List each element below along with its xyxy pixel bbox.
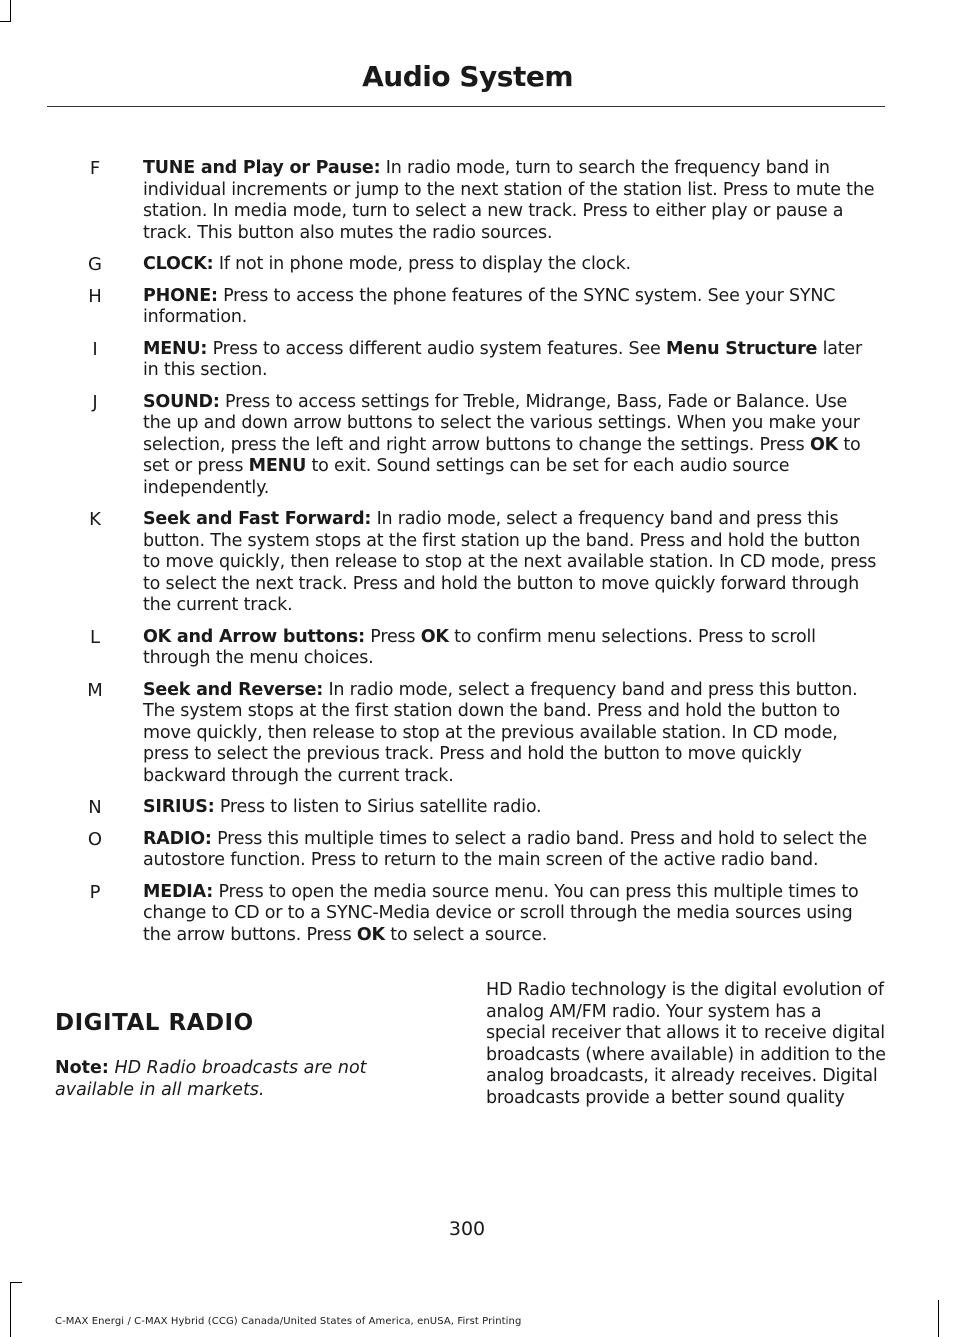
note: [55, 1058, 415, 1101]
item-text: to exit. Sound settings can be set for each audio source independently.: [143, 456, 790, 498]
hd-radio-description: HD Radio technology is the digital evolution of analog AM/FM radio. Your system has a special receiver that allows it to receive digital broadcasts (where available) in addition to the analog broadcasts, it already receives. Digital broadcasts provide a better sound quality: [486, 980, 886, 1108]
item-term: CLOCK:: [143, 254, 214, 274]
item-letter: I: [92, 338, 98, 360]
item-letter: J: [92, 391, 98, 413]
item-description: [143, 882, 878, 947]
key-item: [0, 627, 960, 670]
item-letter: N: [88, 797, 102, 818]
item-text: Press to access settings for Treble, Midrange, Bass, Fade or Balance. Use the up and down arrow buttons to select the various settings. When you make your selection, press the left and right arrow buttons to change the settings. Press: [143, 391, 860, 455]
item-text: In radio mode, select a frequency band and press this button. The system stops at the first station up the band. Press and hold the button to move quickly, then release to stop at the next available station. In CD mode, press to select the next track. Press and hold the button to move quickly forward through the current track.: [143, 509, 877, 615]
item-letter: O: [87, 828, 103, 850]
item-bold-text: Menu Structure: [665, 338, 818, 359]
item-description: [143, 339, 878, 382]
item-term: Seek and Reverse:: [143, 679, 324, 700]
header-rule: [47, 106, 885, 107]
item-description: [143, 797, 878, 819]
item-term: SIRIUS:: [143, 797, 215, 817]
key-list: [0, 158, 960, 956]
page-header-title: Audio System: [362, 60, 573, 93]
item-text: to confirm menu selections. Press to scroll through the menu choices.: [143, 626, 816, 668]
crop-mark-top-left-h: [0, 21, 11, 22]
crop-mark-bottom-right-v: [938, 1300, 939, 1337]
item-description: [143, 829, 878, 872]
item-description: [143, 286, 878, 329]
item-letter: P: [89, 881, 101, 903]
item-description: [143, 392, 878, 500]
item-text: Press to open the media source menu. You can press this multiple times to change to CD or to a SYNC-Media device or scroll through the media sources using the arrow buttons. Press: [143, 881, 859, 945]
item-term: MEDIA:: [143, 881, 214, 902]
key-item: [0, 509, 960, 617]
item-text: Press: [364, 626, 421, 647]
item-term: RADIO:: [143, 828, 212, 849]
key-item: [0, 882, 960, 947]
item-term: TUNE and Play or Pause:: [143, 158, 381, 178]
crop-mark-bottom-left-h: [10, 1282, 22, 1283]
key-item: [0, 254, 960, 276]
item-letter: H: [88, 285, 102, 307]
item-bold-text: OK: [420, 626, 449, 647]
key-item: [0, 339, 960, 382]
item-text: later in this section.: [143, 338, 862, 380]
note-label: Note:: [55, 1058, 109, 1078]
item-letter: F: [89, 158, 101, 179]
item-bold-text: OK: [356, 924, 385, 945]
item-term: SOUND:: [143, 391, 220, 412]
item-term: Seek and Fast Forward:: [143, 509, 372, 529]
item-text: Press to access the phone features of the SYNC system. See your SYNC information.: [143, 285, 836, 327]
item-text: Press to access different audio system features. See: [207, 338, 666, 359]
crop-mark-top-left-v: [10, 0, 11, 22]
item-description: [143, 158, 878, 244]
item-text: In radio mode, turn to search the frequency band in individual increments or jump to the next station of the station list. Press to mute the station. In media mode, turn to select a new track. Press to either play or pause a track. This button also mutes the radio sources.: [143, 158, 875, 243]
key-item: [0, 392, 960, 500]
item-text: to set or press: [143, 434, 861, 476]
item-bold-text: MENU: [248, 456, 307, 476]
section-heading: DIGITAL RADIO: [55, 1010, 254, 1036]
item-text: to select a source.: [384, 924, 548, 945]
page-number: 300: [448, 1218, 486, 1240]
item-text: If not in phone mode, press to display the clock.: [213, 254, 631, 274]
note-text: HD Radio broadcasts are not available in all markets.: [55, 1058, 367, 1100]
key-item: [0, 829, 960, 872]
item-description: [143, 627, 878, 670]
item-text: Press this multiple times to select a radio band. Press and hold to select the autostore function. Press to return to the main screen of the active radio band.: [143, 828, 867, 870]
crop-mark-bottom-left-v: [10, 1282, 11, 1337]
footer-text: C-MAX Energi / C-MAX Hybrid (CCG) Canada/United States of America, enUSA, First Printing: [55, 1316, 522, 1327]
item-text: In radio mode, select a frequency band and press this button. The system stops at the first station down the band. Press and hold the button to move quickly, then release to stop at the previous available station. In CD mode, press to select the previous track. Press and hold the button to move quickly backward through the current track.: [143, 679, 858, 786]
item-description: [143, 254, 878, 276]
item-letter: M: [87, 679, 103, 701]
key-item: [0, 158, 960, 244]
item-letter: G: [88, 254, 102, 275]
item-term: MENU:: [143, 338, 208, 359]
item-letter: K: [89, 509, 101, 530]
item-text: Press to listen to Sirius satellite radio.: [214, 797, 542, 817]
item-term: OK and Arrow buttons:: [143, 626, 365, 647]
key-item: [0, 797, 960, 819]
item-letter: L: [89, 626, 101, 648]
item-bold-text: OK: [809, 434, 838, 455]
key-item: [0, 286, 960, 329]
item-term: PHONE:: [143, 285, 218, 306]
item-description: [143, 680, 878, 788]
item-description: [143, 509, 878, 617]
key-item: [0, 680, 960, 788]
